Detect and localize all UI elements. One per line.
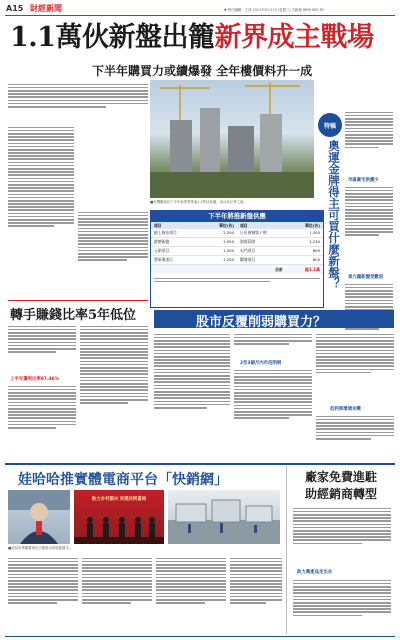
table-cell: 1,200 xyxy=(223,257,234,262)
right-bottom-title-2: 助經銷商轉型 xyxy=(304,487,377,501)
supply-table xyxy=(150,210,324,308)
right-bottom-subheading: 助力農產品走出去 xyxy=(297,570,333,575)
sidebar-badge-label: 特稿 xyxy=(323,122,336,130)
photo-caption: ■有機構預計下半年新界將推逾1.1萬伙新盤，成兵家必爭之地。 xyxy=(150,200,247,204)
article2-text-col1 xyxy=(8,324,76,374)
portrait-photo xyxy=(8,490,70,544)
article3-subheading-1: 2至3個月內市況明朗 xyxy=(240,361,282,366)
right-bottom-text-b xyxy=(293,578,391,638)
headline-part1: 1.1萬伙新盤出籠 xyxy=(10,22,215,53)
article3-text-col2b xyxy=(234,368,312,458)
article2-title: 轉手賺錢比率5年低位 xyxy=(10,308,137,323)
table-total-row xyxy=(151,265,323,274)
stage-banner-text: 助力乡村振兴 实现共同富裕 xyxy=(91,497,147,502)
table-header-cell: 單位(伙) xyxy=(305,223,320,228)
factory-photo xyxy=(168,490,280,544)
table-cell: 啟德新盤 xyxy=(154,239,170,244)
sub-headline: 下半年購買力或續爆發 全年樓價料升一成 xyxy=(92,64,313,78)
construction-photo xyxy=(150,80,314,198)
table-cell: 觀塘項目 xyxy=(240,257,256,262)
table-row xyxy=(151,256,323,265)
article2-text-col1b xyxy=(8,384,76,460)
article3-text-col2a xyxy=(234,332,312,358)
sidebar-vertical-title: 奧運金牌得主可買什麼新盤？ xyxy=(327,140,341,290)
factory-scene xyxy=(168,490,280,544)
left-article-text xyxy=(8,125,74,291)
article3-text-col1 xyxy=(154,332,230,458)
table-footnote xyxy=(151,274,323,298)
sidebar-paragraph-2 xyxy=(345,185,393,269)
sidebar-badge xyxy=(318,113,342,137)
article3-text-col3a xyxy=(316,332,394,404)
bottom-text-col3 xyxy=(156,556,226,634)
headline-part2: 新界成主戰場 xyxy=(214,22,374,53)
construction-scene xyxy=(150,80,314,198)
main-headline xyxy=(10,22,373,54)
article2-rule xyxy=(8,300,148,301)
section-title: 財經新聞 xyxy=(30,4,62,13)
article2-subheading: 上半年獲利比率97.46% xyxy=(10,377,60,382)
article2-text-col2 xyxy=(80,324,148,460)
table-cell: 800 xyxy=(312,257,320,262)
sidebar-heading-1: 市區豪宅供應少 xyxy=(348,178,379,183)
table-row xyxy=(151,247,323,256)
table-cell: 海茵莊園 xyxy=(240,239,256,244)
table-cell: 2,200 xyxy=(223,230,234,235)
header-rule xyxy=(5,15,395,16)
table-header-cell: 單位(伙) xyxy=(219,223,234,228)
table-total-label: 合計 xyxy=(275,267,283,272)
bottom-text-col4 xyxy=(230,556,282,634)
table-cell: 1,500 xyxy=(223,248,234,253)
bottom-caption: ■娃哈哈集團董事長宗慶後出席啟動儀式。 xyxy=(8,546,73,550)
table-row xyxy=(151,238,323,247)
article3-text-col3b xyxy=(316,414,394,458)
table-cell: 元朗項目 xyxy=(154,248,170,253)
table-row xyxy=(151,229,323,238)
article3-title: 股市反覆削弱購買力？ xyxy=(196,315,327,330)
middle-article-text xyxy=(78,210,148,292)
table-cell: 1,230 xyxy=(309,239,320,244)
right-bottom-text-a xyxy=(293,506,391,566)
right-bottom-title-1: 廠家免費進駐 xyxy=(304,470,377,484)
bottom-rule xyxy=(5,463,395,465)
lead-paragraph xyxy=(8,82,148,122)
header-info: ▼ 責任編輯：王萍 2021年8月11日(星期三) 文匯報 WEN WEI PO xyxy=(224,8,325,12)
sidebar-paragraph-1 xyxy=(345,110,393,174)
stage-figures xyxy=(74,490,164,544)
table-cell: 1,950 xyxy=(223,239,234,244)
page-number: A15 xyxy=(6,4,24,13)
table-cell: 600 xyxy=(312,248,320,253)
bottom-text-col2 xyxy=(82,556,152,634)
table-cell: 日出康城第十期 xyxy=(240,230,267,235)
table-header-row xyxy=(151,222,323,229)
table-cell: 屯門項目 xyxy=(240,248,256,253)
table-header-cell: 項目 xyxy=(154,223,162,228)
bottom-text-col1 xyxy=(8,556,78,634)
portrait-figure xyxy=(8,490,70,544)
right-bottom-box xyxy=(286,466,395,634)
table-cell: 1,300 xyxy=(309,230,320,235)
stage-photo xyxy=(74,490,164,544)
footer-rule xyxy=(5,636,395,637)
table-total-value: 逾1.1萬 xyxy=(304,267,320,272)
table-cell: 將軍澳項目 xyxy=(154,257,173,262)
table-header-cell: 項目 xyxy=(240,223,248,228)
table-title: 下半年將推新盤供應 xyxy=(151,211,323,222)
bottom-title: 娃哈哈推實體電商平台「快銷網」 xyxy=(18,472,228,488)
article3-subheading-2: 低利率環境未變 xyxy=(330,407,361,412)
table-cell: 錦上路站項目 xyxy=(154,230,177,235)
sidebar-heading-2: 東九龍新盤受歡迎 xyxy=(348,275,384,280)
